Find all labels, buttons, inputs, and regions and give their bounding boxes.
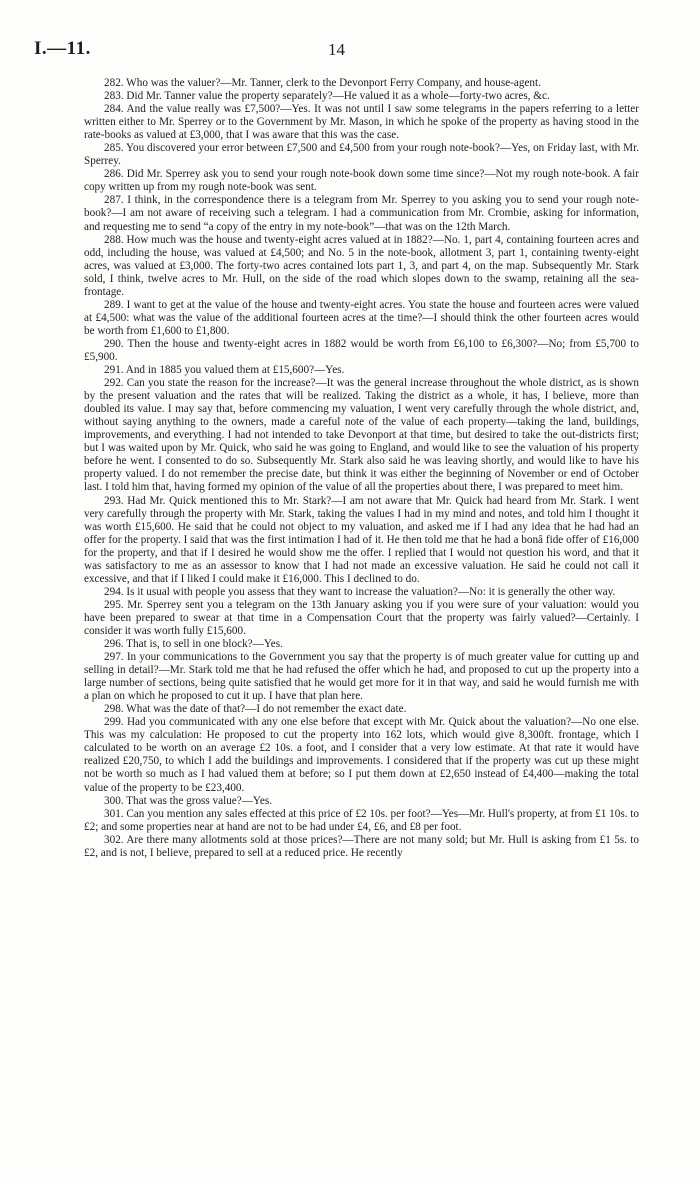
paragraph: 289. I want to get at the value of the house and twenty-eight acres. You state the house and fourteen acres were valued at £4,500: what was the value of the additional fourteen acres at the time?—I should think the other fourteen acres would be worth from £1,600 to £1,800. <box>84 298 639 337</box>
paragraph: 301. Can you mention any sales effected at this price of £2 10s. per foot?—Yes—Mr. Hull's property, at from £1 10s. to £2; and some properties near at hand are not to be had under £4, £6, and £8 per foot. <box>84 807 639 833</box>
paragraph: 299. Had you communicated with any one else before that except with Mr. Quick about the valuation?—No one else. This was my calculation: He proposed to cut the property into 162 lots, which would give 8,300ft. frontage, which I calculated to be worth on an average £2 10s. a foot, and I consider that a very low estimate. At that rate it would have realized £20,750, to which I add the buildings and improvements. I considered that if the property was cut up these might not be worth so much as I had valued them at before; so I put them down at £2,650 instead of £4,400—making the total value of the property to be £23,400. <box>84 716 639 794</box>
paragraph: 292. Can you state the reason for the increase?—It was the general increase throughout the whole district, as is shown by the present valuation and the rates that will be realized. Taking the district as a whole, it has, I believe, more than doubled its value. I may say that, before commencing my valuation, I went very carefully through the whole district, and, without saying anything to the owners, made a careful note of the value of each property—taking the land, buildings, improvements, and everything. I had not intended to take Devonport at that time, but desired to take the out-districts first; but I was waited upon by Mr. Quick, who said he was going to England, and would like to see the valuation of his property before he went. I consented to do so. Subsequently Mr. Stark also said he was leaving shortly, and would like to have his property valued. I do not remember the precise date, but think it was either the beginning of November or end of October last. I told him that, having formed my opinion of the value of all the properties about there, I was prepared to meet him. <box>84 377 639 494</box>
paragraph: 285. You discovered your error between £7,500 and £4,500 from your rough note-book?—Yes, on Friday last, with Mr. Sperrey. <box>84 142 639 168</box>
paragraph: 293. Had Mr. Quick mentioned this to Mr. Stark?—I am not aware that Mr. Quick had heard from Mr. Stark. I went very carefully through the property with Mr. Stark, taking the values I had in my mind and notes, and told him I thought it was worth £15,600. He said that he could not object to my valuation, and asked me if I had any idea that he had had an offer for the property. I said that was the first intimation I had of it. He then told me that he had a bonâ fide offer of £16,000 for the property, and that if I desired he would show me the offer. I replied that I would not question his word, and that it was satisfactory to me as an assessor to know that I had not made an excessive valuation. He said he could not call it excessive, and that if I liked I could make it £16,000. This I declined to do. <box>84 494 639 585</box>
paragraph: 302. Are there many allotments sold at those prices?—There are not many sold; but Mr. Hull is asking from £1 5s. to £2, and is not, I believe, prepared to sell at a reduced price. He recently <box>84 833 639 859</box>
paragraph: 297. In your communications to the Government you say that the property is of much greater value for cutting up and selling in detail?—Mr. Stark told me that he had refused the offer which he had, and proposed to cut up the property into a large number of sections, being quite satisfied that he would get more for it in that way, and said he would furnish me with a plan on which he proposed to cut it up. I have that plan here. <box>84 651 639 703</box>
page-number: 14 <box>328 40 345 59</box>
paragraph: 300. That was the gross value?—Yes. <box>104 794 273 807</box>
paragraph: 286. Did Mr. Sperrey ask you to send your rough note-book down some time since?—Not my rough note-book. A fair copy written up from my rough note-book was sent. <box>84 168 639 194</box>
paragraph: 288. How much was the house and twenty-eight acres valued at in 1882?—No. 1, part 4, containing fourteen acres and odd, including the house, was valued at £4,500; and No. 5 in the note-book, allotment 3, part 1, containing twenty-eight acres, was valued at £3,000. The forty-two acres contained lots part 1, 3, and part 4, on the map. Subsequently Mr. Stark sold, I think, twelve acres to Mr. Hull, on the side of the road which slopes down to the swamp, retaining all the sea-frontage. <box>84 233 639 298</box>
paragraph: 290. Then the house and twenty-eight acres in 1882 would be worth from £6,100 to £6,300?—No; from £5,700 to £5,900. <box>84 337 639 363</box>
paragraph: 287. I think, in the correspondence there is a telegram from Mr. Sperrey to you asking you to send your rough note-book?—I am not aware of receiving such a telegram. I had a communication from Mr. Crombie, asking for information, and requesting me to send “a copy of the entry in my note-book”—that was on the 12th March. <box>84 194 639 233</box>
paragraph: 283. Did Mr. Tanner value the property separately?—He valued it as a whole—forty-two acres, &c. <box>104 90 550 103</box>
paragraph: 294. Is it usual with people you assess that they want to increase the valuation?—No: it is generally the other way. <box>104 585 616 598</box>
paragraph: 282. Who was the valuer?—Mr. Tanner, clerk to the Devonport Ferry Company, and house-agent. <box>104 77 541 89</box>
paragraph: 291. And in 1885 you valued them at £15,600?—Yes. <box>104 364 345 377</box>
document-reference: I.—11. <box>34 38 91 59</box>
paragraph: 296. That is, to sell in one block?—Yes. <box>104 638 283 651</box>
paragraph: 295. Mr. Sperrey sent you a telegram on the 13th January asking you if you were sure of your valuation: would you have been prepared to swear at that time in a Compensation Court that the property was fairly valued?—Certainly. I consider it was worth fully £15,600. <box>84 598 639 637</box>
testimony-body <box>84 77 639 860</box>
paragraph: 298. What was the date of that?—I do not remember the exact date. <box>104 703 407 716</box>
paragraph: 284. And the value really was £7,500?—Yes. It was not until I saw some telegrams in the papers referring to a letter written either to Mr. Sperrey or to the Government by Mr. Mason, in which he spoke of the property as having stood in the rate-books as valued at £3,000, that I was aware that this was the case. <box>84 103 639 142</box>
